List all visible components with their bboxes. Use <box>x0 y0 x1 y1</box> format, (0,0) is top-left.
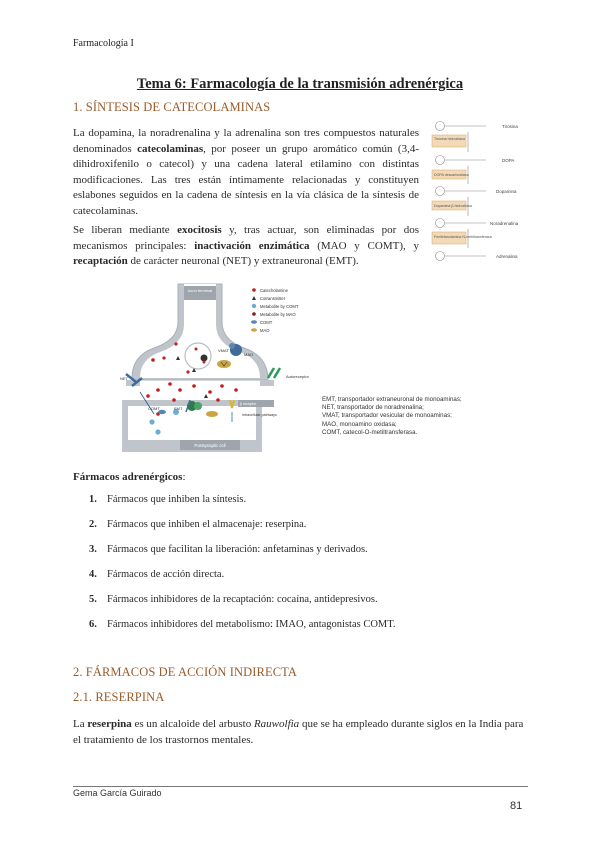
paragraph-release: Se liberan mediante exocitosis y, tras actuar, son eliminadas por dos mecanismos principales: inactivación enzimática (MAO y COMT), y recaptación de carácter neuronal (NET) y extraneuronal (EMT). <box>73 224 419 267</box>
comt-label: COMT <box>148 406 160 411</box>
drugs-heading: Fármacos adrenérgicos: <box>73 471 186 483</box>
subsection-heading-reserpine: 2.1. RESERPINA <box>73 690 165 704</box>
axon-terminal-label: Axon terminal <box>187 288 213 293</box>
compound-label: Adrenalina <box>496 254 518 259</box>
list-item: 1. Fármacos que inhiben la síntesis. <box>89 494 247 505</box>
pathways-label: Intracellular pathways <box>242 413 277 417</box>
legend-label: MAO <box>260 328 270 333</box>
legend-label: Metabolite by COMT <box>260 304 299 309</box>
enzyme-label: Dopamina β-hidroxilasa <box>434 204 472 208</box>
page-title: Tema 6: Farmacología de la transmisión adrenérgica <box>136 76 464 92</box>
legend-label: Catecholamine <box>260 288 288 293</box>
footer-author: Gema García Guirado <box>73 788 162 798</box>
compound-label: Tirosina <box>502 124 518 129</box>
vmat-label: VMAT <box>218 348 229 353</box>
list-item: 3. Fármacos que facilitan la liberación: anfetaminas y derivados. <box>89 544 368 555</box>
paragraph-reserpine: La reserpina es un alcaloide del arbusto Rauwolfia que se ha empleado durante siglos en la India para el tratamiento de los trastornos mentales. <box>73 718 524 746</box>
list-item: 6. Fármacos inhibidores del metabolismo: IMAO, antagonistas COMT. <box>89 619 396 630</box>
synthesis-pathway-figure <box>428 118 528 276</box>
compound-label: DOPA <box>502 158 515 163</box>
footer-divider <box>73 786 528 787</box>
legend-label: Cotransmitter <box>260 296 286 301</box>
enzyme-label: Feniletanolamina N-metiltransferasa <box>434 235 492 239</box>
autoreceptor-label: Autoreceptor <box>286 374 309 379</box>
list-item: 4. Fármacos de acción directa. <box>89 569 225 580</box>
receptor-label: β receptor <box>240 402 257 406</box>
page-number: 81 <box>510 800 523 812</box>
enzyme-label: DOPA descarboxilasa <box>434 173 469 177</box>
list-item: 2. Fármacos que inhiben el almacenaje: reserpina. <box>89 519 307 530</box>
section-heading-synthesis: 1. SÍNTESIS DE CATECOLAMINAS <box>73 100 271 114</box>
legend-label: COMT <box>260 320 273 325</box>
emt-label: EMT <box>174 406 183 411</box>
postsynaptic-label: Postsynaptic cell <box>194 443 226 448</box>
list-item: 5. Fármacos inhibidores de la recaptación: cocaína, antidepresivos. <box>89 594 378 605</box>
synapse-caption: EMT, transportador extraneuronal de monoaminas; NET, transportador de noradrenalina; VMAT, transportador vesicular de monoaminas; MAO, monoamino oxidasa; COMT, catecol-O-metiltransferasa. <box>322 396 462 436</box>
enzyme-label: Tirosina hidroxilasa <box>434 137 465 141</box>
net-label: NET <box>120 376 128 381</box>
compound-label: Noradrenalina <box>490 221 519 226</box>
running-header: Farmacología I <box>73 38 134 49</box>
mao-label: MAO <box>244 352 254 357</box>
compound-label: Dopamina <box>496 189 517 194</box>
paragraph-catecholamines: La dopamina, la noradrenalina y la adrenalina son tres compuestos naturales denominados catecolaminas, por poseer un grupo aromático común (3,4-dihidroxifenilo o catecol) y una cadena lateral etilamino con distintas modificaciones. Las tres están íntimamente relacionadas y constituyen eslabones seguidos en la cadena de síntesis en la vía clásica de la síntesis de catecolaminas. <box>73 127 419 217</box>
legend-label: Metabolite by MAO <box>260 312 296 317</box>
section-heading-indirect: 2. FÁRMACOS DE ACCIÓN INDIRECTA <box>73 665 297 679</box>
